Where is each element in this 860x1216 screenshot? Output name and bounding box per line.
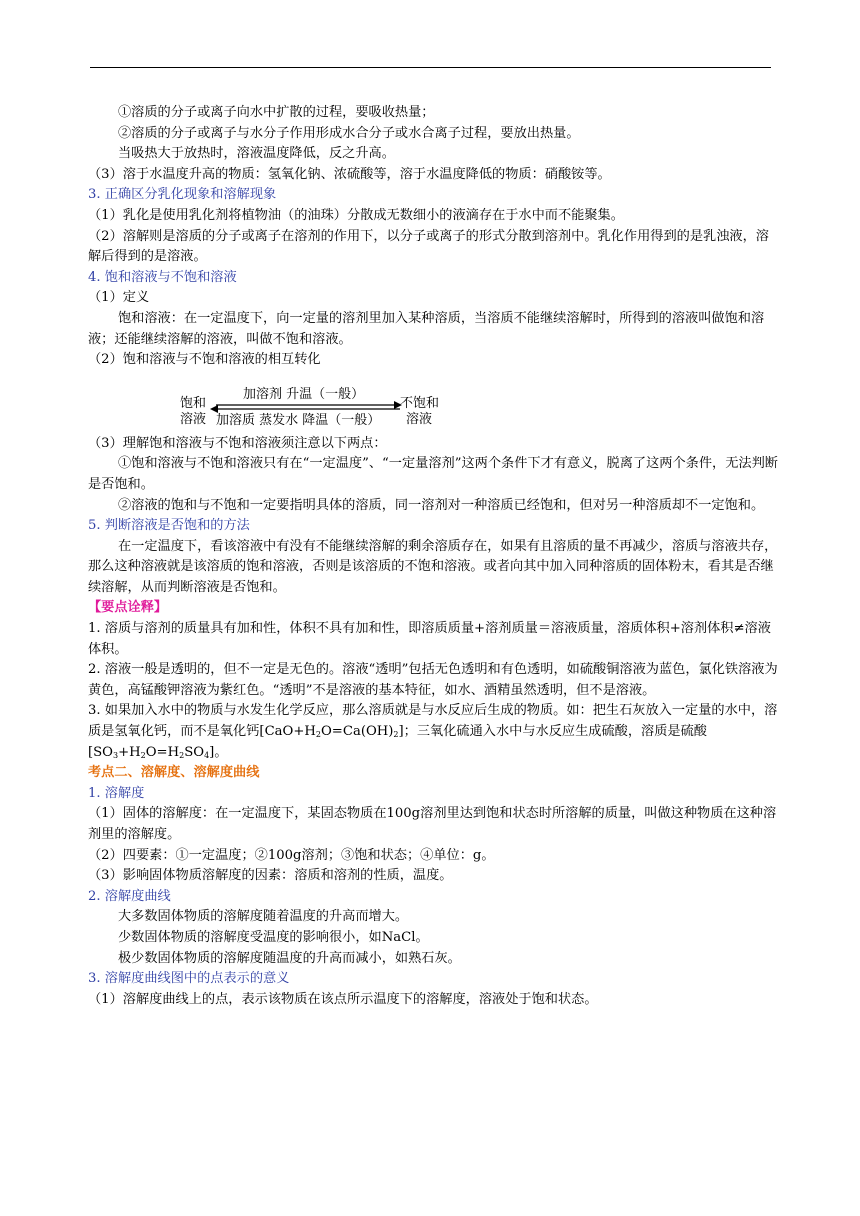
text-line: （1）溶解度曲线上的点，表示该物质在该点所示温度下的溶解度，溶液处于饱和状态。	[88, 991, 598, 1007]
paragraph: ①饱和溶液与不饱和溶液只有在“一定温度”、“一定量溶剂”这两个条件下才有意义，脱离了这两个条件，无法判断是否饱和。	[88, 456, 778, 492]
subscript: 2	[315, 730, 321, 740]
diagram-right-top: 不饱和	[400, 395, 440, 411]
header-rule	[90, 67, 771, 68]
section-heading: 3. 正确区分乳化现象和溶解现象	[88, 187, 277, 203]
subscript: 2	[140, 750, 146, 760]
paragraph: （2）溶解则是溶质的分子或离子在溶剂的作用下，以分子或离子的形式分散到溶剂中。乳化作用得到的是乳浊液，溶解后得到的是溶液。	[88, 228, 769, 265]
text-run: O=Ca(OH)	[321, 724, 394, 740]
text-run: 3. 如果加入水中的物质与水发生化学反应，那么溶质就是与水反应后生成的物质。如：把生石灰放入一定量的水中，溶质是氢氧化钙，而不是氧化钙[CaO+H	[88, 703, 778, 740]
text-line: 少数固体物质的溶解度受温度的影响很小，如NaCl。	[118, 929, 429, 945]
paragraph: （1）固体的溶解度：在一定温度下，某固态物质在100g溶剂里达到饱和状态时所溶解的质量，叫做这种物质在这种溶剂里的溶解度。	[88, 806, 777, 842]
text-line: （2）饱和溶液与不饱和溶液的相互转化	[88, 352, 321, 368]
diagram-top-label: 加溶剂 升温（一般）	[243, 386, 365, 402]
text-run: ]。	[209, 744, 228, 760]
text-line: （3）溶于水温度升高的物质：氢氧化钠、浓硫酸等，溶于水温度降低的物质：硝酸铵等。	[88, 166, 611, 182]
text-line: （1）乳化是使用乳化剂将植物油（的油珠）分散成无数细小的液滴存在于水中而不能聚集。	[88, 207, 624, 223]
paragraph	[88, 701, 778, 763]
document-body	[88, 103, 778, 1010]
section-heading: 2. 溶解度曲线	[88, 888, 171, 904]
text-line: ②溶质的分子或离子与水分子作用形成水合分子或水合离子过程，要放出热量。	[118, 125, 580, 141]
text-line: （3）理解饱和溶液与不饱和溶液须注意以下两点：	[88, 435, 387, 451]
paragraph: 2. 溶液一般是透明的，但不一定是无色的。溶液“透明”包括无色透明和有色透明，如硫酸铜溶液为蓝色，氯化铁溶液为黄色，高锰酸钾溶液为紫红色。“透明”不是溶液的基本特征，如水、酒精虽然透明，但不是溶液。	[88, 662, 778, 698]
section-heading: 3. 溶解度曲线图中的点表示的意义	[88, 971, 290, 987]
subscript: 4	[204, 750, 210, 760]
text-run: +H	[118, 744, 141, 760]
text-line: ①溶质的分子或离子向水中扩散的过程，要吸收热量；	[118, 105, 435, 120]
subscript: 3	[113, 750, 119, 760]
key-points-heading: 【要点诠释】	[88, 600, 168, 616]
text-run: ]；三氧化硫通入水中与水反应生成硫酸，溶质是硫酸[SO	[88, 724, 707, 760]
text-line: （3）影响固体物质溶解度的因素：溶质和溶剂的性质，温度。	[88, 868, 453, 884]
section-heading: 4. 饱和溶液与不饱和溶液	[88, 269, 237, 285]
diagram-left-bottom: 溶液	[180, 411, 207, 427]
text-line: （1）定义	[88, 290, 150, 306]
paragraph: ②溶液的饱和与不饱和一定要指明具体的溶质，同一溶剂对一种溶质已经饱和，但对另一种溶质却不一定饱和。	[118, 497, 765, 513]
diagram-left-top: 饱和	[180, 395, 207, 411]
diagram-right-bottom: 溶液	[406, 411, 433, 427]
text-run: SO	[184, 744, 205, 760]
text-line: 极少数固体物质的溶解度随温度的升高而减小，如熟石灰。	[118, 950, 461, 966]
paragraph: 在一定温度下，看该溶液中有没有不能继续溶解的剩余溶质存在，如果有且溶质的量不再减少，溶质与溶液共存，那么这种溶液就是该溶质的饱和溶液，否则是该溶质的不饱和溶液。或者向其中加入同种溶质的固体粉末，看其是否继续溶解，从而判断溶液是否饱和。	[88, 538, 778, 595]
paragraph: 1. 溶质与溶剂的质量具有加和性，体积不具有加和性，即溶质质量+溶剂质量＝溶液质量，溶质体积+溶剂体积≠溶液体积。	[88, 621, 771, 657]
topic-heading: 考点二、溶解度、溶解度曲线	[88, 765, 260, 781]
text-line: 当吸热大于放热时，溶液温度降低，反之升高。	[118, 146, 395, 162]
text-line: 大多数固体物质的溶解度随着温度的升高而增大。	[118, 909, 409, 925]
subscript: 2	[179, 750, 185, 760]
conversion-diagram	[88, 376, 778, 434]
subscript: 2	[393, 730, 399, 740]
text-line: （2）四要素：①一定温度；②100g溶剂；③饱和状态；④单位：g。	[88, 847, 495, 863]
diagram-bottom-label: 加溶质 蒸发水 降温（一般）	[216, 412, 381, 428]
section-heading: 5. 判断溶液是否饱和的方法	[88, 518, 250, 534]
text-run: O=H	[145, 744, 180, 760]
paragraph: 饱和溶液：在一定温度下，向一定量的溶剂里加入某种溶质，当溶质不能继续溶解时，所得到的溶液叫做饱和溶液；还能继续溶解的溶液，叫做不饱和溶液。	[88, 310, 765, 347]
section-heading: 1. 溶解度	[88, 785, 145, 801]
